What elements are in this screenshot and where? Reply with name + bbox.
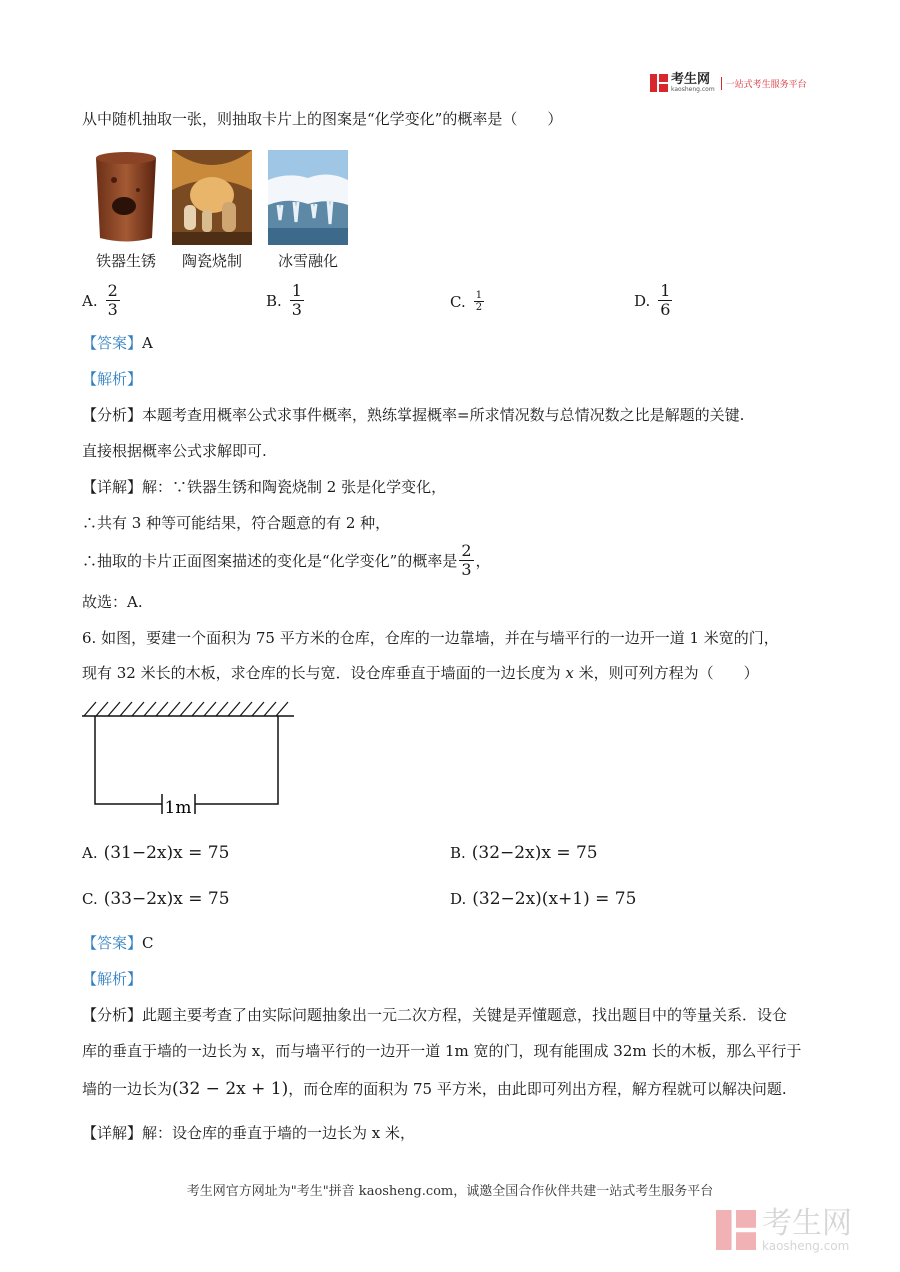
q6-analysis-tag: 【解析】 <box>82 970 143 988</box>
image-caption: 冰雪融化 <box>277 252 338 270</box>
kaosheng-logo-icon <box>650 74 668 92</box>
q5-option-b: B. $\frac{1}{3}$ <box>266 281 302 319</box>
watermark-text: 考生网 <box>762 1206 852 1241</box>
q6-option-a: A. (31−2x)x = 75 <box>82 843 230 863</box>
q6-fenxi-3: 墙的一边长为(32 − 2x + 1)，而仓库的面积为 75 平方米，由此即可列出方程，解方程就可以解决问题. <box>82 1079 787 1099</box>
q5-option-a: A. $\frac{2}{3}$ <box>82 281 118 319</box>
door-label: 1m <box>164 798 192 818</box>
page-footer: 考生网官方网址为"考生"拼音 kaosheng.com，诚邀全国合作伙伴共建一站式考生服务平台 <box>186 1184 714 1199</box>
q5-select: 故选：A. <box>82 593 143 611</box>
q6-fenxi-1: 【分析】此题主要考查了由实际问题抽象出一元二次方程，关键是弄懂题意，找出题目中的等量关系．设仓 <box>82 1006 788 1024</box>
q6-xiangjie-1: 【详解】解：设仓库的垂直于墙的一边长为 x 米， <box>82 1124 416 1142</box>
rusty-iron-image <box>86 150 166 245</box>
watermark-subtext: kaosheng.com <box>762 1239 850 1253</box>
watermark <box>716 1208 852 1252</box>
image-caption: 铁器生锈 <box>95 252 156 270</box>
header-logo <box>650 73 807 93</box>
image-caption: 陶瓷烧制 <box>181 252 242 270</box>
q5-fenxi-2: 直接根据概率公式求解即可. <box>82 442 267 460</box>
q5-xiangjie-3: ∴抽取的卡片正面图案描述的变化是“化学变化”的概率是 $\frac{2}{3}$ ， <box>82 541 491 579</box>
q5-answer: 【答案】A <box>82 334 153 352</box>
q6-option-c: C. (33−2x)x = 75 <box>82 889 230 909</box>
q5-xiangjie-1: 【详解】解：∵铁器生锈和陶瓷烧制 2 张是化学变化， <box>82 478 447 496</box>
logo-slogan: 一站式考生服务平台 <box>721 77 807 90</box>
logo-subtext: kaosheng.com <box>671 86 715 93</box>
q5-option-c: C. $\frac{1}{2}$ <box>450 290 483 313</box>
q6-fenxi-2: 库的垂直于墙的一边长为 x，而与墙平行的一边开一道 1m 宽的门，现有能围成 32m 长的木板，那么平行于 <box>82 1042 802 1060</box>
q5-option-d: D. $\frac{1}{6}$ <box>634 281 671 319</box>
warehouse-diagram <box>82 700 297 825</box>
logo-text: 考生网 <box>671 72 711 87</box>
q6-stem-2: 现有 32 米长的木板，求仓库的长与宽．设仓库垂直于墙面的一边长度为 x 米，则可列方程为（ ） <box>82 664 759 682</box>
q5-analysis-tag: 【解析】 <box>82 370 143 388</box>
q6-stem-1: 6. 如图，要建一个面积为 75 平方米的仓库，仓库的一边靠墙，并在与墙平行的一边开一道 1 米宽的门， <box>82 629 779 647</box>
q6-option-d: D. (32−2x)(x+1) = 75 <box>450 889 637 909</box>
q5-stem: 从中随机抽取一张，则抽取卡片上的图案是“化学变化”的概率是（ ） <box>82 110 563 128</box>
melting-ice-image <box>268 150 348 245</box>
q5-xiangjie-2: ∴共有 3 种等可能结果，符合题意的有 2 种， <box>82 514 391 532</box>
q5-fenxi: 【分析】本题考查用概率公式求事件概率，熟练掌握概率=所求情况数与总情况数之比是解题的关键. <box>82 406 745 424</box>
ceramic-firing-image <box>172 150 252 245</box>
kaosheng-watermark-icon <box>716 1210 756 1250</box>
q6-answer: 【答案】C <box>82 934 154 952</box>
q6-option-b: B. (32−2x)x = 75 <box>450 843 598 863</box>
